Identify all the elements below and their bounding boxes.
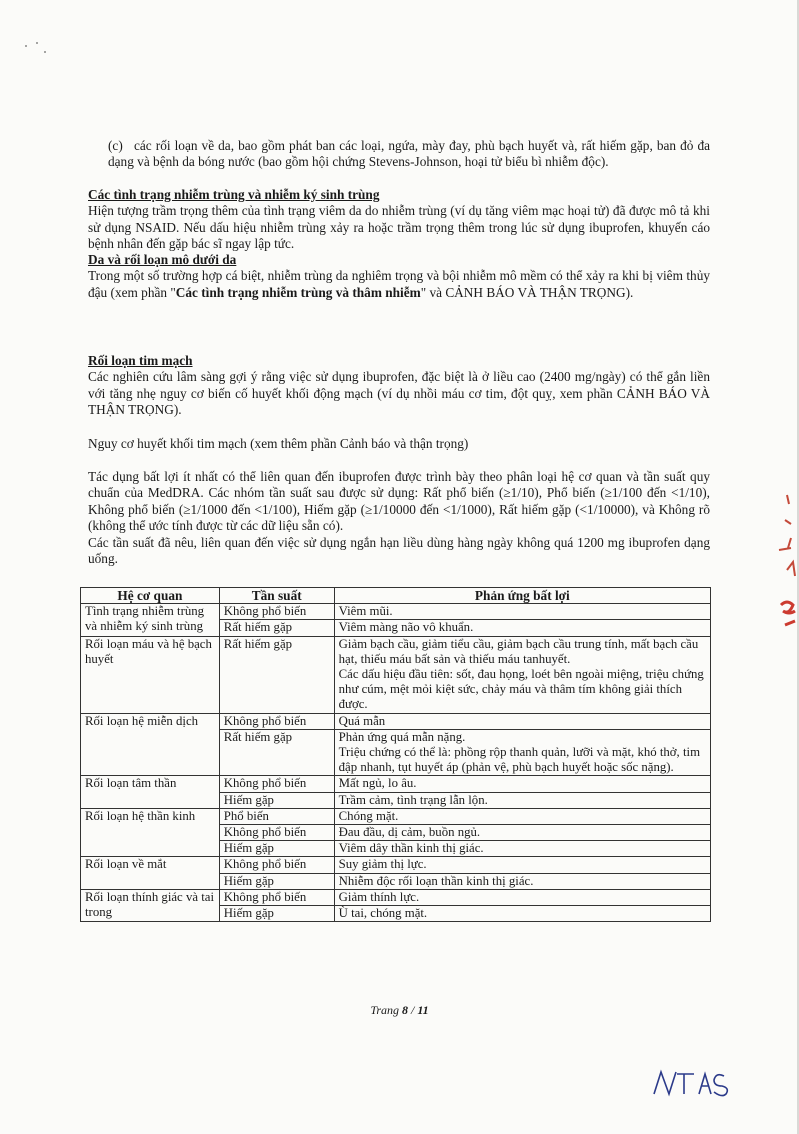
table-row: [81, 636, 711, 713]
margin-stamp-marks: [767, 490, 797, 645]
page-number: 8: [402, 1003, 408, 1017]
list-item-text: các rối loạn về da, bao gồm phát ban các loại, ngứa, mày đay, phù bạch huyết và, rất hiếm gặp, ban đỏ đa dạng và bệnh da bóng nước (bao gồm hội chứng Stevens-Johnson, hoại tử biểu bì nhiễm độc).: [108, 138, 710, 170]
table-row: [81, 604, 711, 620]
handwritten-initials: [649, 1064, 759, 1109]
section-heading: Da và rối loạn mô dưới da: [88, 252, 237, 267]
reaction-cell: Đau đầu, dị cảm, buồn ngủ.: [334, 825, 710, 841]
frequency-cell: Phổ biến: [219, 808, 334, 824]
frequency-cell: Không phổ biến: [219, 889, 334, 905]
table-body: [81, 604, 711, 922]
frequency-cell: Hiếm gặp: [219, 906, 334, 922]
reaction-cell: Ù tai, chóng mặt.: [334, 906, 710, 922]
reaction-cell: Viêm màng não vô khuẩn.: [334, 620, 710, 636]
frequency-cell: Rất hiếm gặp: [219, 729, 334, 776]
short-term-text: Các tần suất đã nêu, liên quan đến việc sử dụng ngắn hạn liều dùng hàng ngày không quá 1200 mg ibuprofen dạng uống.: [88, 534, 710, 567]
scan-speck: [25, 45, 27, 47]
frequency-cell: Không phổ biến: [219, 776, 334, 792]
table-row: [81, 889, 711, 905]
section-heading: Rối loạn tim mạch: [88, 353, 193, 368]
section-text: [88, 268, 710, 301]
text-run: Trong một số trường hợp cá biệt, nhiễm trùng da nghiêm trọng và bội nhiễm mô mềm có thể xảy ra khi bị viêm thủy đậu (xem phần ": [88, 268, 710, 300]
reaction-cell: Quá mẫn: [334, 713, 710, 729]
text-run: " và CẢNH BÁO VÀ THẬN TRỌNG).: [420, 284, 634, 300]
reaction-cell: Trầm cảm, tình trạng lẫn lộn.: [334, 792, 710, 808]
section-skin: [88, 252, 710, 301]
risk-line: Nguy cơ huyết khối tim mạch (xem thêm phần Cảnh báo và thận trọng): [88, 435, 469, 451]
reaction-cell: Phản ứng quá mẫn nặng. Triệu chứng có thể là: phồng rộp thanh quản, lưỡi và mặt, khó thở, tim đập nhanh, tụt huyết áp (phản vệ, phù bạch huyết hoặc sốc nặng).: [334, 729, 710, 776]
reaction-cell: Viêm dây thần kinh thị giác.: [334, 841, 710, 857]
table-row: [81, 857, 711, 873]
scan-speck: [36, 42, 38, 44]
section-cardio: [88, 353, 710, 567]
table-header-row: [81, 588, 711, 604]
frequency-cell: Không phổ biến: [219, 713, 334, 729]
scan-speck: [44, 51, 46, 53]
table-row: [81, 808, 711, 824]
section-text: Hiện tượng trầm trọng thêm của tình trạng viêm da do nhiễm trùng (ví dụ tăng viêm mạc hoại tử) đã được mô tả khi sử dụng NSAID. Nếu dấu hiệu nhiễm trùng xảy ra hoặc trầm trọng thêm trong lúc sử dụng ibuprofen, khuyến cáo bệnh nhân đến gặp bác sĩ ngay lập tức.: [88, 203, 710, 252]
column-header: Tần suất: [219, 588, 334, 604]
frequency-cell: Không phổ biến: [219, 857, 334, 873]
section-heading: Các tình trạng nhiễm trùng và nhiễm ký sinh trùng: [88, 187, 380, 202]
frequency-cell: Hiếm gặp: [219, 873, 334, 889]
organ-system-cell: Rối loạn tâm thần: [81, 776, 220, 808]
reaction-cell: Viêm mũi.: [334, 604, 710, 620]
footer-prefix: Trang: [370, 1003, 399, 1017]
column-header: Phản ứng bất lợi: [334, 588, 710, 604]
reaction-cell: Suy giảm thị lực.: [334, 857, 710, 873]
organ-system-cell: Rối loạn thính giác và tai trong: [81, 889, 220, 921]
reaction-cell: Giảm thính lực.: [334, 889, 710, 905]
table-row: [81, 713, 711, 729]
organ-system-cell: Rối loạn máu và hệ bạch huyết: [81, 636, 220, 713]
frequency-cell: Hiếm gặp: [219, 792, 334, 808]
page-footer: [0, 1003, 799, 1018]
meddra-text: Tác dụng bất lợi ít nhất có thể liên quan đến ibuprofen được trình bày theo phân loại hệ cơ quan và tần suất quy chuẩn của MedDRA. Các nhóm tần suất sau được sử dụng: Rất phổ biến (≥1/10), Phổ biến (≥1/100 đến <1/10), Không phổ biến (≥1/1000 đến <1/100), Hiếm gặp (≥1/10000 đến <1/1000), Rất hiếm gặp (<1/10000), và Không rõ (không thể ước tính được từ các dữ liệu sẵn có).: [88, 469, 710, 534]
section-text: Các nghiên cứu lâm sàng gợi ý rằng việc sử dụng ibuprofen, đặc biệt là ở liều cao (2400 mg/ngày) có thể gắn liền với tăng nhẹ nguy cơ biến cố huyết khối động mạch (ví dụ nhồi máu cơ tim, đột quỵ, xem phần CẢNH BÁO VÀ THẬN TRỌNG).: [88, 369, 710, 418]
table-row: [81, 776, 711, 792]
frequency-cell: Rất hiếm gặp: [219, 620, 334, 636]
frequency-cell: Rất hiếm gặp: [219, 636, 334, 713]
organ-system-cell: Rối loạn về mắt: [81, 857, 220, 889]
column-header: Hệ cơ quan: [81, 588, 220, 604]
organ-system-cell: Rối loạn hệ miễn dịch: [81, 713, 220, 776]
reaction-cell: Giảm bạch cầu, giảm tiểu cầu, giảm bạch cầu trung tính, mất bạch cầu hạt, thiếu máu bất sản và thiếu máu tanhuyết. Các dấu hiệu đầu tiên: sốt, đau họng, loét bên ngoài miệng, triệu chứng như cúm, mệt mỏi kiệt sức, chảy máu và thâm tím không giải thích được.: [334, 636, 710, 713]
organ-system-cell: Tình trạng nhiễm trùng và nhiễm ký sinh trùng: [81, 604, 220, 636]
text-run-bold: Các tình trạng nhiễm trùng và thâm nhiễm: [175, 284, 421, 300]
reaction-cell: Nhiễm độc rối loạn thần kinh thị giác.: [334, 873, 710, 889]
reaction-cell: Mất ngủ, lo âu.: [334, 776, 710, 792]
list-item-c: [108, 138, 710, 171]
frequency-cell: Hiếm gặp: [219, 841, 334, 857]
list-item-label: (c): [108, 138, 123, 153]
adverse-reactions-table: [80, 587, 711, 922]
organ-system-cell: Rối loạn hệ thần kinh: [81, 808, 220, 857]
frequency-cell: Không phổ biến: [219, 825, 334, 841]
page-total: 11: [417, 1003, 429, 1017]
frequency-cell: Không phổ biến: [219, 604, 334, 620]
reaction-cell: Chóng mặt.: [334, 808, 710, 824]
section-infection: [88, 187, 710, 253]
footer-separator: /: [411, 1003, 415, 1017]
